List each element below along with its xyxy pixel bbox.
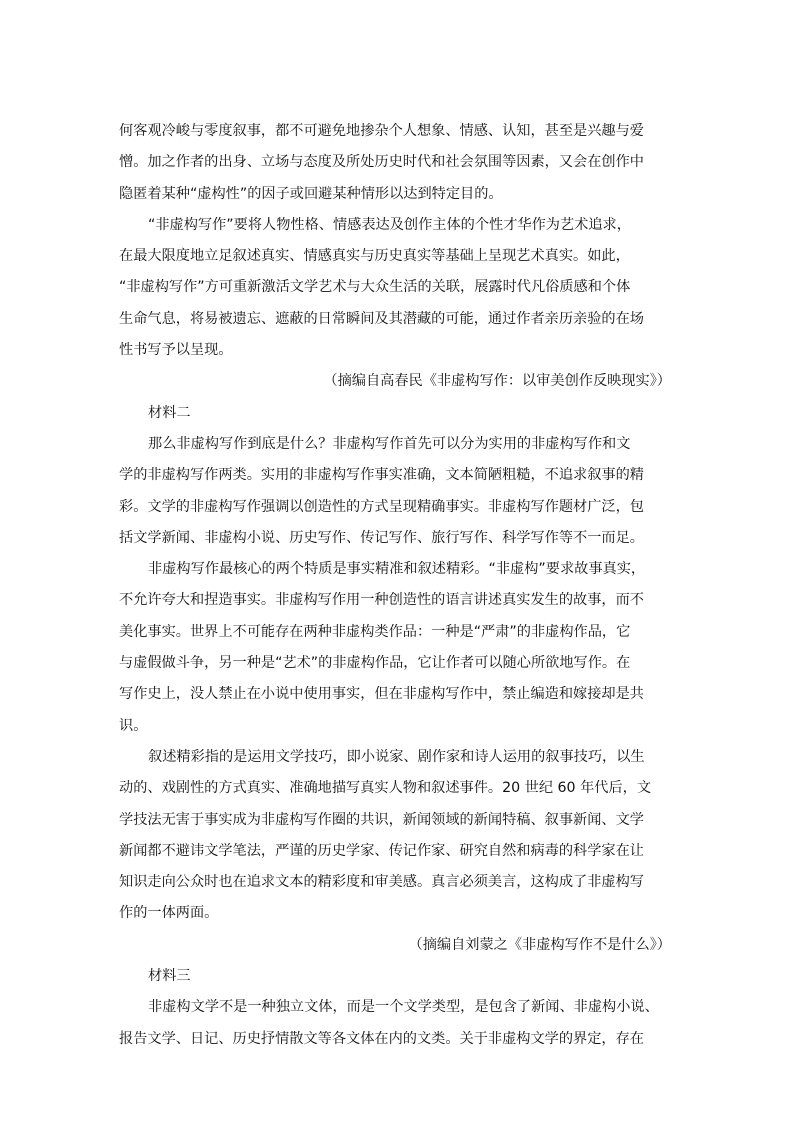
text-line: 知识走向公众时也在追求文本的精彩度和审美感。真言必须美言，这构成了非虚构写	[119, 874, 644, 891]
text-line: 不允许夸大和捏造事实。非虚构写作用一种创造性的语言讲述真实发生的故事，而不	[119, 592, 644, 609]
paragraph-5	[119, 742, 675, 930]
text-line: 新闻都不避讳文学笔法，严谨的历史学家、传记作家、研究自然和病毒的科学家在让	[119, 842, 644, 859]
text-line: 生命气息，将易被遗忘、遮蔽的日常瞬间及其潜藏的可能，通过作者亲历亲验的在场	[119, 310, 644, 327]
text-line: 非虚构文学不是一种独立文体，而是一个文学类型，是包含了新闻、非虚构小说、	[148, 999, 659, 1016]
text-line: 叙述精彩指的是运用文学技巧，即小说家、剧作家和诗人运用的叙事技巧，以生	[148, 748, 645, 765]
paragraph-3	[119, 429, 675, 554]
material-2-heading: 材料二	[148, 404, 191, 421]
paragraph-2	[119, 210, 675, 366]
paragraph-4	[119, 554, 675, 742]
text-line: 何客观冷峻与零度叙事，都不可避免地掺杂个人想象、情感、认知，甚至是兴趣与爱	[119, 123, 644, 139]
text-line: 学的非虚构写作两类。实用的非虚构写作事实准确，文本简陋粗糙，不追求叙事的精	[119, 467, 644, 484]
paragraph-1	[119, 116, 675, 210]
text-line: 性书写予以呈现。	[119, 342, 233, 359]
text-line: 写作史上，没人禁止在小说中使用事实，但在非虚构写作中，禁止编造和嫁接却是共	[119, 686, 644, 703]
text-line: 学技法无害于事实成为非虚构写作圈的共识，新闻领域的新闻特稿、叙事新闻、文学	[119, 811, 644, 828]
text-line: 与虚假做斗争，另一种是“艺术”的非虚构作品，它让作者可以随心所欲地写作。在	[119, 655, 631, 672]
text-line: 作的一体两面。	[119, 905, 219, 922]
text-line: 隐匿着某种“虚构性”的因子或回避某种情形以达到特定目的。	[119, 185, 503, 202]
citation-2: （摘编自刘蒙之《非虚构写作不是什么》）	[408, 936, 671, 953]
text-line: “非虚构写作”方可重新激活文学艺术与大众生活的关联，展露时代凡俗质感和个体	[119, 279, 631, 296]
material-3-heading: 材料三	[148, 968, 191, 985]
text-line: 报告文学、日记、历史抒情散文等各文体在内的文类。关于非虚构文学的界定，存在	[119, 1030, 644, 1047]
text-line: 非虚构写作最核心的两个特质是事实精准和叙述精彩。“非虚构”要求故事真实，	[148, 561, 646, 578]
paragraph-6	[119, 992, 675, 1055]
text-line: 憎。加之作者的出身、立场与态度及所处历史时代和社会氛围等因素，又会在创作中	[119, 154, 644, 171]
text-line: 在最大限度地立足叙述真实、情感真实与历史真实等基础上呈现艺术真实。如此，	[119, 248, 630, 265]
text-line: 彩。文学的非虚构写作强调以创造性的方式呈现精确事实。非虚构写作题材广泛，包	[119, 498, 644, 515]
text-line: 美化事实。世界上不可能存在两种非虚构类作品：一种是“严肃”的非虚构作品，它	[119, 623, 631, 640]
document-page	[119, 116, 675, 1055]
citation-1: （摘编自高春民《非虚构写作：以审美创作反映现实》）	[323, 373, 671, 390]
text-line: “非虚构写作”要将人物性格、情感表达及创作主体的个性才华作为艺术追求，	[148, 216, 631, 233]
text-line: 括文学新闻、非虚构小说、历史写作、传记写作、旅行写作、科学写作等不一而足。	[119, 529, 644, 546]
text-line: 识。	[119, 717, 148, 734]
text-line: 动的、戏剧性的方式真实、准确地描写真实人物和叙述事件。20 世纪 60 年代后，文	[119, 780, 652, 797]
text-line: 那么非虚构写作到底是什么？非虚构写作首先可以分为实用的非虚构写作和文	[148, 435, 631, 452]
